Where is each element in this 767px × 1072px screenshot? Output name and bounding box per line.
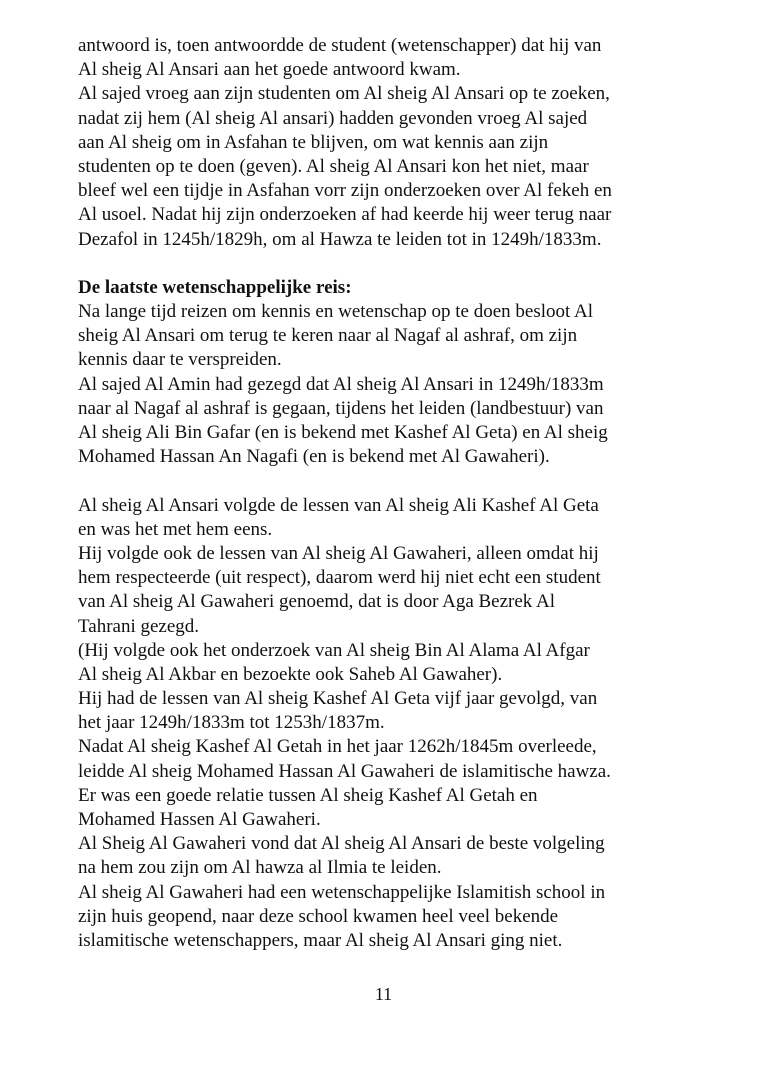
text-line: hem respecteerde (uit respect), daarom werd hij niet echt een student xyxy=(78,567,601,589)
text-line: Al sajed vroeg aan zijn studenten om Al sheig Al Ansari op te zoeken, xyxy=(78,83,610,105)
text-line: Tahrani gezegd. xyxy=(78,615,200,637)
paragraph-block-3 xyxy=(78,494,703,954)
text-line: nadat zij hem (Al sheig Al ansari) hadden gevonden vroeg Al sajed xyxy=(78,107,588,129)
text-line: Al sheig Al Akbar en bezoekte ook Saheb Al Gawaher). xyxy=(78,663,503,685)
text-line: (Hij volgde ook het onderzoek van Al sheig Bin Al Alama Al Afgar xyxy=(78,639,590,661)
text-line: Al sheig Al Ansari volgde de lessen van Al sheig Ali Kashef Al Geta xyxy=(78,494,599,516)
text-line: Hij volgde ook de lessen van Al sheig Al Gawaheri, alleen omdat hij xyxy=(78,542,599,564)
text-line: islamitische wetenschappers, maar Al sheig Al Ansari ging niet. xyxy=(78,929,563,951)
text-line: van Al sheig Al Gawaheri genoemd, dat is door Aga Bezrek Al xyxy=(78,591,556,613)
text-line: sheig Al Ansari om terug te keren naar al Nagaf al ashraf, om zijn xyxy=(78,325,578,347)
text-line: Mohamed Hassen Al Gawaheri. xyxy=(78,809,321,830)
text-line: leidde Al sheig Mohamed Hassan Al Gawaheri de islamitische hawza. xyxy=(78,760,611,782)
text-line: Na lange tijd reizen om kennis en wetenschap op te doen besloot Al xyxy=(78,301,593,323)
page-number: 11 xyxy=(374,984,393,1004)
text-line: kennis daar te verspreiden. xyxy=(78,349,282,371)
text-line: zijn huis geopend, naar deze school kwamen heel veel bekende xyxy=(78,905,559,927)
text-line: Er was een goede relatie tussen Al sheig Kashef Al Getah en xyxy=(78,784,538,806)
text-line: studenten op te doen (geven). Al sheig Al Ansari kon het niet, maar xyxy=(78,155,589,177)
page-body xyxy=(78,34,703,953)
text-line: Al sheig Al Ansari aan het goede antwoord kwam. xyxy=(78,59,461,81)
text-line: aan Al sheig om in Asfahan te blijven, om wat kennis aan zijn xyxy=(78,131,549,153)
section-heading: De laatste wetenschappelijke reis: xyxy=(78,276,352,298)
text-line: naar al Nagaf al ashraf is gegaan, tijdens het leiden (landbestuur) van xyxy=(78,397,604,419)
text-line: Al sajed Al Amin had gezegd dat Al sheig Al Ansari in 1249h/1833m xyxy=(78,373,604,395)
text-line: Al sheig Al Gawaheri had een wetenschappelijke Islamitish school in xyxy=(78,881,606,903)
text-line: en was het met hem eens. xyxy=(78,518,273,540)
text-line: Dezafol in 1245h/1829h, om al Hawza te leiden tot in 1249h/1833m. xyxy=(78,228,602,250)
text-line: antwoord is, toen antwoordde de student (wetenschapper) dat hij van xyxy=(78,35,602,56)
paragraph-gap xyxy=(78,469,703,493)
text-line: bleef wel een tijdje in Asfahan vorr zijn onderzoeken over Al fekeh en xyxy=(78,180,612,202)
text-line: het jaar 1249h/1833m tot 1253h/1837m. xyxy=(78,712,385,734)
text-line: Al usoel. Nadat hij zijn onderzoeken af had keerde hij weer terug naar xyxy=(78,204,612,226)
paragraph-gap xyxy=(78,252,703,276)
text-line: Mohamed Hassan An Nagafi (en is bekend met Al Gawaheri). xyxy=(78,446,550,468)
text-line: Hij had de lessen van Al sheig Kashef Al Geta vijf jaar gevolgd, van xyxy=(78,688,598,710)
text-line: Al Sheig Al Gawaheri vond dat Al sheig Al Ansari de beste volgeling xyxy=(78,833,605,855)
text-line: Nadat Al sheig Kashef Al Getah in het jaar 1262h/1845m overleede, xyxy=(78,736,597,758)
text-line: Al sheig Ali Bin Gafar (en is bekend met Kashef Al Geta) en Al sheig xyxy=(78,422,608,443)
paragraph-block-1 xyxy=(78,34,703,252)
text-line: na hem zou zijn om Al hawza al Ilmia te leiden. xyxy=(78,857,442,879)
paragraph-block-2 xyxy=(78,300,703,469)
